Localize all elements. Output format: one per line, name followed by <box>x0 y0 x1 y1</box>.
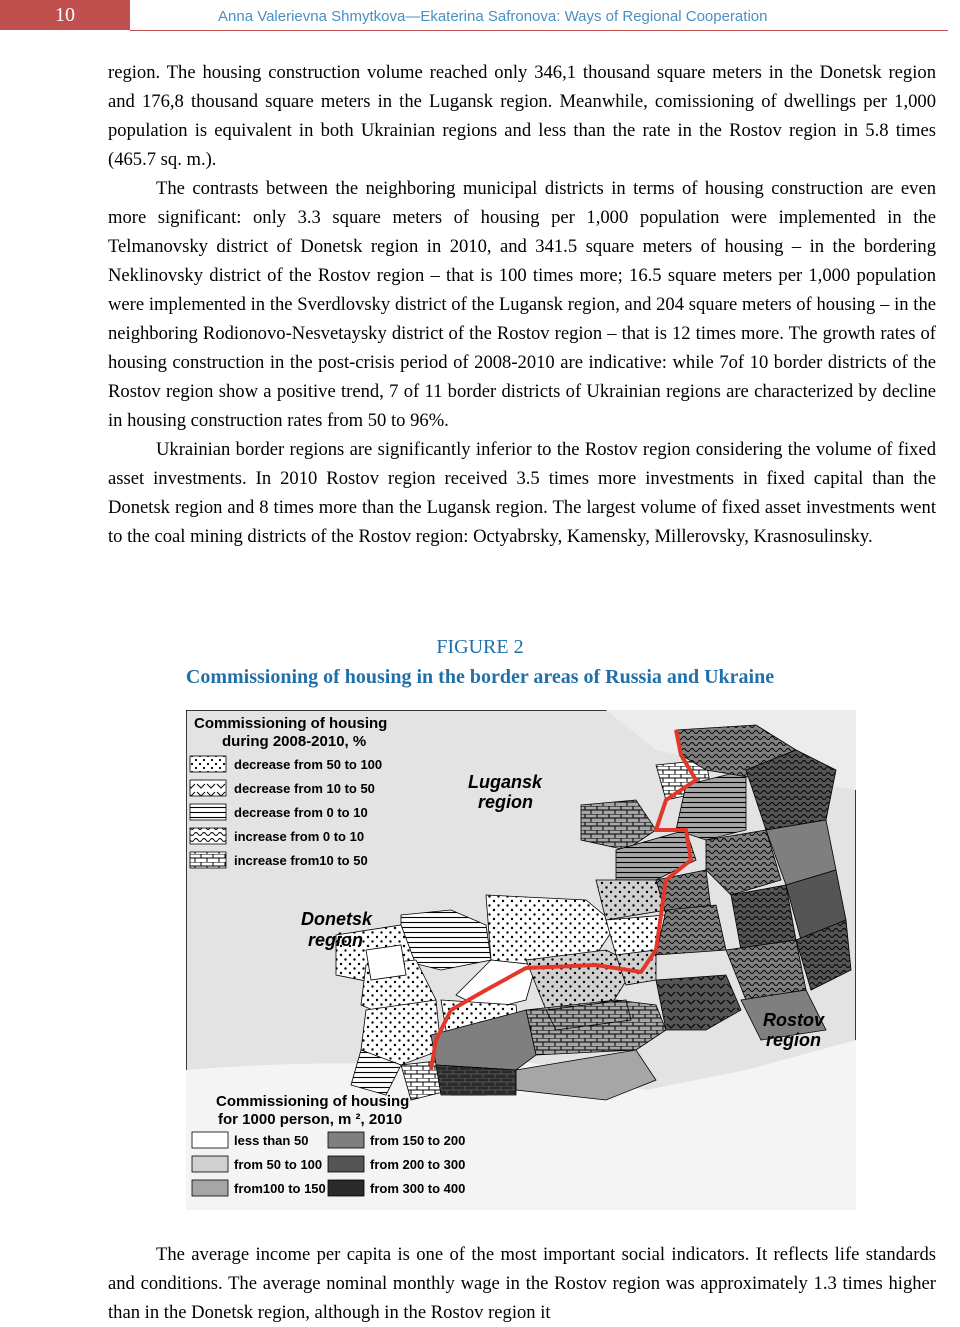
svg-text:decrease from 50 to 100: decrease from 50 to 100 <box>234 757 383 772</box>
legend-item <box>190 756 382 772</box>
svg-text:decrease from 10 to 50: decrease from 10 to 50 <box>234 781 375 796</box>
legend-item <box>192 1180 326 1196</box>
legend-density-title: Commissioning of housing <box>216 1093 410 1110</box>
svg-text:from 50 to 100: from 50 to 100 <box>234 1157 323 1172</box>
legend-item <box>192 1156 322 1172</box>
body-text-bottom <box>108 1240 936 1327</box>
legend-item <box>328 1132 465 1148</box>
svg-text:from 300 to 400: from 300 to 400 <box>370 1181 466 1196</box>
svg-text:increase from 0 to 10: increase from 0 to 10 <box>234 829 365 844</box>
donetsk-region-label: Donetsk region <box>301 909 373 950</box>
svg-text:less than 50: less than 50 <box>234 1133 309 1148</box>
running-title: Anna Valerievna Shmytkova—Ekaterina Safronova: Ways of Regional Cooperation <box>218 8 768 25</box>
rostov-region-label: Rostov region <box>763 1010 825 1050</box>
legend-item <box>192 1132 308 1148</box>
paragraph: region. The housing construction volume reached only 346,1 thousand square meters in the Donetsk region and 176,8 thousand square meters in the Lugansk region. Meanwhile, comissioning of dwellings per 1,000 population is equivalent in both Ukrainian regions and less than the rate in the Rostov region in 5.8 times (465.7 sq. m.). <box>108 62 936 170</box>
header-rule <box>130 30 948 31</box>
svg-text:from 150 to 200: from 150 to 200 <box>370 1133 466 1148</box>
svg-text:from 200 to 300: from 200 to 300 <box>370 1157 466 1172</box>
paragraph: Ukrainian border regions are significantly inferior to the Rostov region considering the volume of fixed asset investments. In 2010 Rostov region received 3.5 times more investments in fixed capital than the Donetsk region and 8 times more than the Lugansk region. The largest volume of fixed asset investments went to the coal mining districts of the Rostov region: Octyabrsky, Kamensky, Millerovsky, Krasnosulinsky. <box>108 439 936 547</box>
legend-item <box>190 852 368 868</box>
legend-growth-title: Commissioning of housing <box>194 715 388 732</box>
page-number: 10 <box>0 0 130 30</box>
paragraph: The average income per capita is one of the most important social indicators. It reflects life standards and conditions. The average nominal monthly wage in the Rostov region was approximately 1.3 times higher than in the Donetsk region, although in the Rostov region it <box>108 1244 936 1323</box>
figure-map <box>186 710 856 1210</box>
figure-title: Commissioning of housing in the border areas of Russia and Ukraine <box>185 666 775 688</box>
legend-item <box>190 780 375 796</box>
legend-item <box>190 804 368 820</box>
legend-item <box>328 1156 465 1172</box>
legend-item <box>328 1180 465 1196</box>
page-header <box>0 0 960 34</box>
svg-text:decrease from 0 to 10: decrease from 0 to 10 <box>234 805 368 820</box>
paragraph: The contrasts between the neighboring municipal districts in terms of housing construction are even more significant: only 3.3 square meters of housing per 1,000 population were implemented in the Telmanovsky district of Donetsk region in 2010, and 341.5 square meters of housing – in the bordering Neklinovsky district of the Rostov region – that is 100 times more; 16.5 square meters per 1,000 population were implemented in the Sverdlovsky district of the Lugansk region, and 204 square meters of housing – in the neighboring Rodionovo-Nesvetaysky district of the Rostov region – that is 12 times more. The growth rates of housing construction in the post-crisis period of 2008-2010 are indicative: while 7of 10 border districts of the Rostov region show a positive trend, 7 of 11 border districts of Ukrainian regions are characterized by decline in housing construction rates from 50 to 96%. <box>108 178 936 431</box>
svg-text:increase from10 to 50: increase from10 to 50 <box>234 853 368 868</box>
legend-item <box>190 828 364 844</box>
legend-growth-subtitle: during 2008-2010, % <box>222 733 367 750</box>
legend-density-subtitle: for 1000 person, m ², 2010 <box>218 1111 403 1128</box>
lugansk-region-label: Lugansk region <box>468 772 543 812</box>
figure-label: FIGURE 2 <box>436 636 524 658</box>
svg-text:from100 to 150: from100 to 150 <box>234 1181 326 1196</box>
map-svg <box>186 710 856 1210</box>
body-text-top <box>108 58 936 551</box>
